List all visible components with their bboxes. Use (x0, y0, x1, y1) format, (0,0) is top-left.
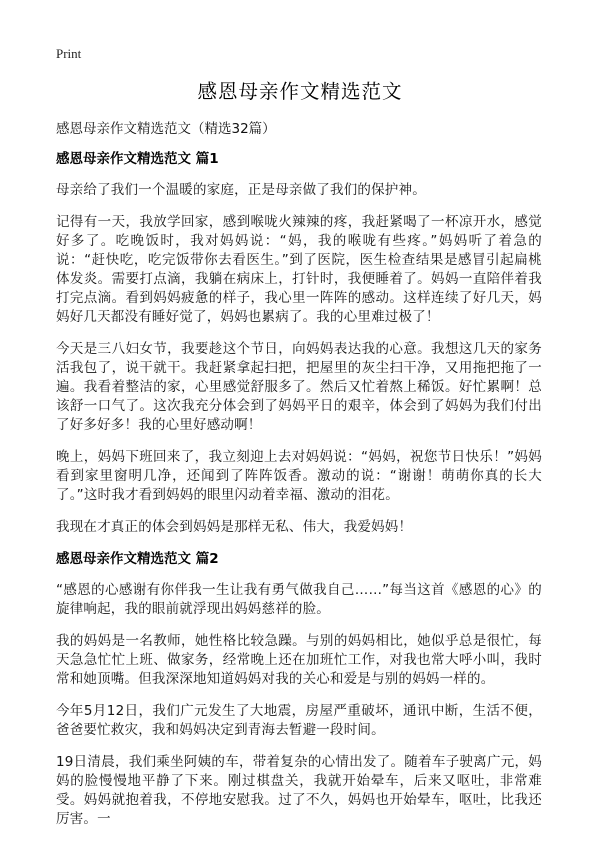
paragraph: 母亲给了我们一个温暖的家庭，正是母亲做了我们的保护神。 (56, 182, 426, 198)
document-body (56, 120, 542, 842)
paragraph: 晚上，妈妈下班回来了，我立刻迎上去对妈妈说：“妈妈，祝您节日快乐！”妈妈看到家里窗明几净，还闻到了阵阵饭香。激动的说：“谢谢！萌萌你真的长大了。”这时我才看到妈妈的眼里闪动着幸福、激动的泪花。 (56, 449, 542, 503)
section-heading: 感恩母亲作文精选范文 篇1 (56, 151, 219, 167)
paragraph: 今年5月12日，我们广元发生了大地震，房屋严重破坏，通讯中断，生活不便，爸爸要忙救灾，我和妈妈决定到青海去暂避一段时间。 (56, 703, 542, 738)
document-subtitle: 感恩母亲作文精选范文（精选32篇） (56, 121, 276, 137)
paragraph: “感恩的心感谢有你伴我一生让我有勇气做我自己……”每当这首《感恩的心》的旋律响起，我的眼前就浮现出妈妈慈祥的脸。 (56, 582, 542, 617)
print-link[interactable]: Print (56, 46, 82, 61)
document-title: 感恩母亲作文精选范文 (197, 80, 403, 103)
section-heading: 感恩母亲作文精选范文 篇2 (56, 551, 219, 567)
paragraph: 记得有一天，我放学回家，感到喉咙火辣辣的疼，我赶紧喝了一杯凉开水，感觉好多了。吃晚饭时，我对妈妈说：“妈，我的喉咙有些疼。”妈妈听了着急的说：“赶快吃，吃完饭带你去看医生。”到了医院，医生检查结果是感冒引起扁桃体发炎。需要打点滴，我躺在病床上，打针时，我便睡着了。妈妈一直陪伴着我打完点滴。看到妈妈疲惫的样子，我心里一阵阵的感动。这样连续了好几天，妈妈好几天都没有睡好觉了，妈妈也累病了。我的心里难过极了！ (56, 214, 542, 325)
essay-section-1 (56, 150, 542, 537)
paragraph: 我现在才真正的体会到妈妈是那样无私、伟大，我爱妈妈！ (56, 519, 413, 535)
paragraph: 今天是三八妇女节，我要趁这个节日，向妈妈表达我的心意。我想这几天的家务活我包了，说干就干。我赶紧拿起扫把，把屋里的灰尘扫干净，又用拖把拖了一遍。我看着整洁的家，心里感觉舒服多了。然后又忙着熬上稀饭。好忙累啊！总该舒一口气了。这次我充分体会到了妈妈平日的艰辛，体会到了妈妈为我们付出了好多好多！我的心里好感动啊！ (56, 341, 542, 433)
essay-section-2 (56, 550, 542, 829)
paragraph: 我的妈妈是一名教师，她性格比较急躁。与别的妈妈相比，她似乎总是很忙，每天急急忙忙上班、做家务，经常晚上还在加班忙工作，对我也常大呼小叫，我时常和她顶嘴。但我深深地知道妈妈对我的关心和爱是与别的妈妈一样的。 (56, 633, 542, 687)
paragraph: 19日清晨，我们乘坐阿姨的车，带着复杂的心情出发了。随着车子驶离广元，妈妈的脸慢慢地平静了下来。刚过棋盘关，我就开始晕车，后来又呕吐，非常难受。妈妈就抱着我，不停地安慰我。过了不久，妈妈也开始晕车，呕吐，比我还厉害。一 (56, 754, 542, 827)
